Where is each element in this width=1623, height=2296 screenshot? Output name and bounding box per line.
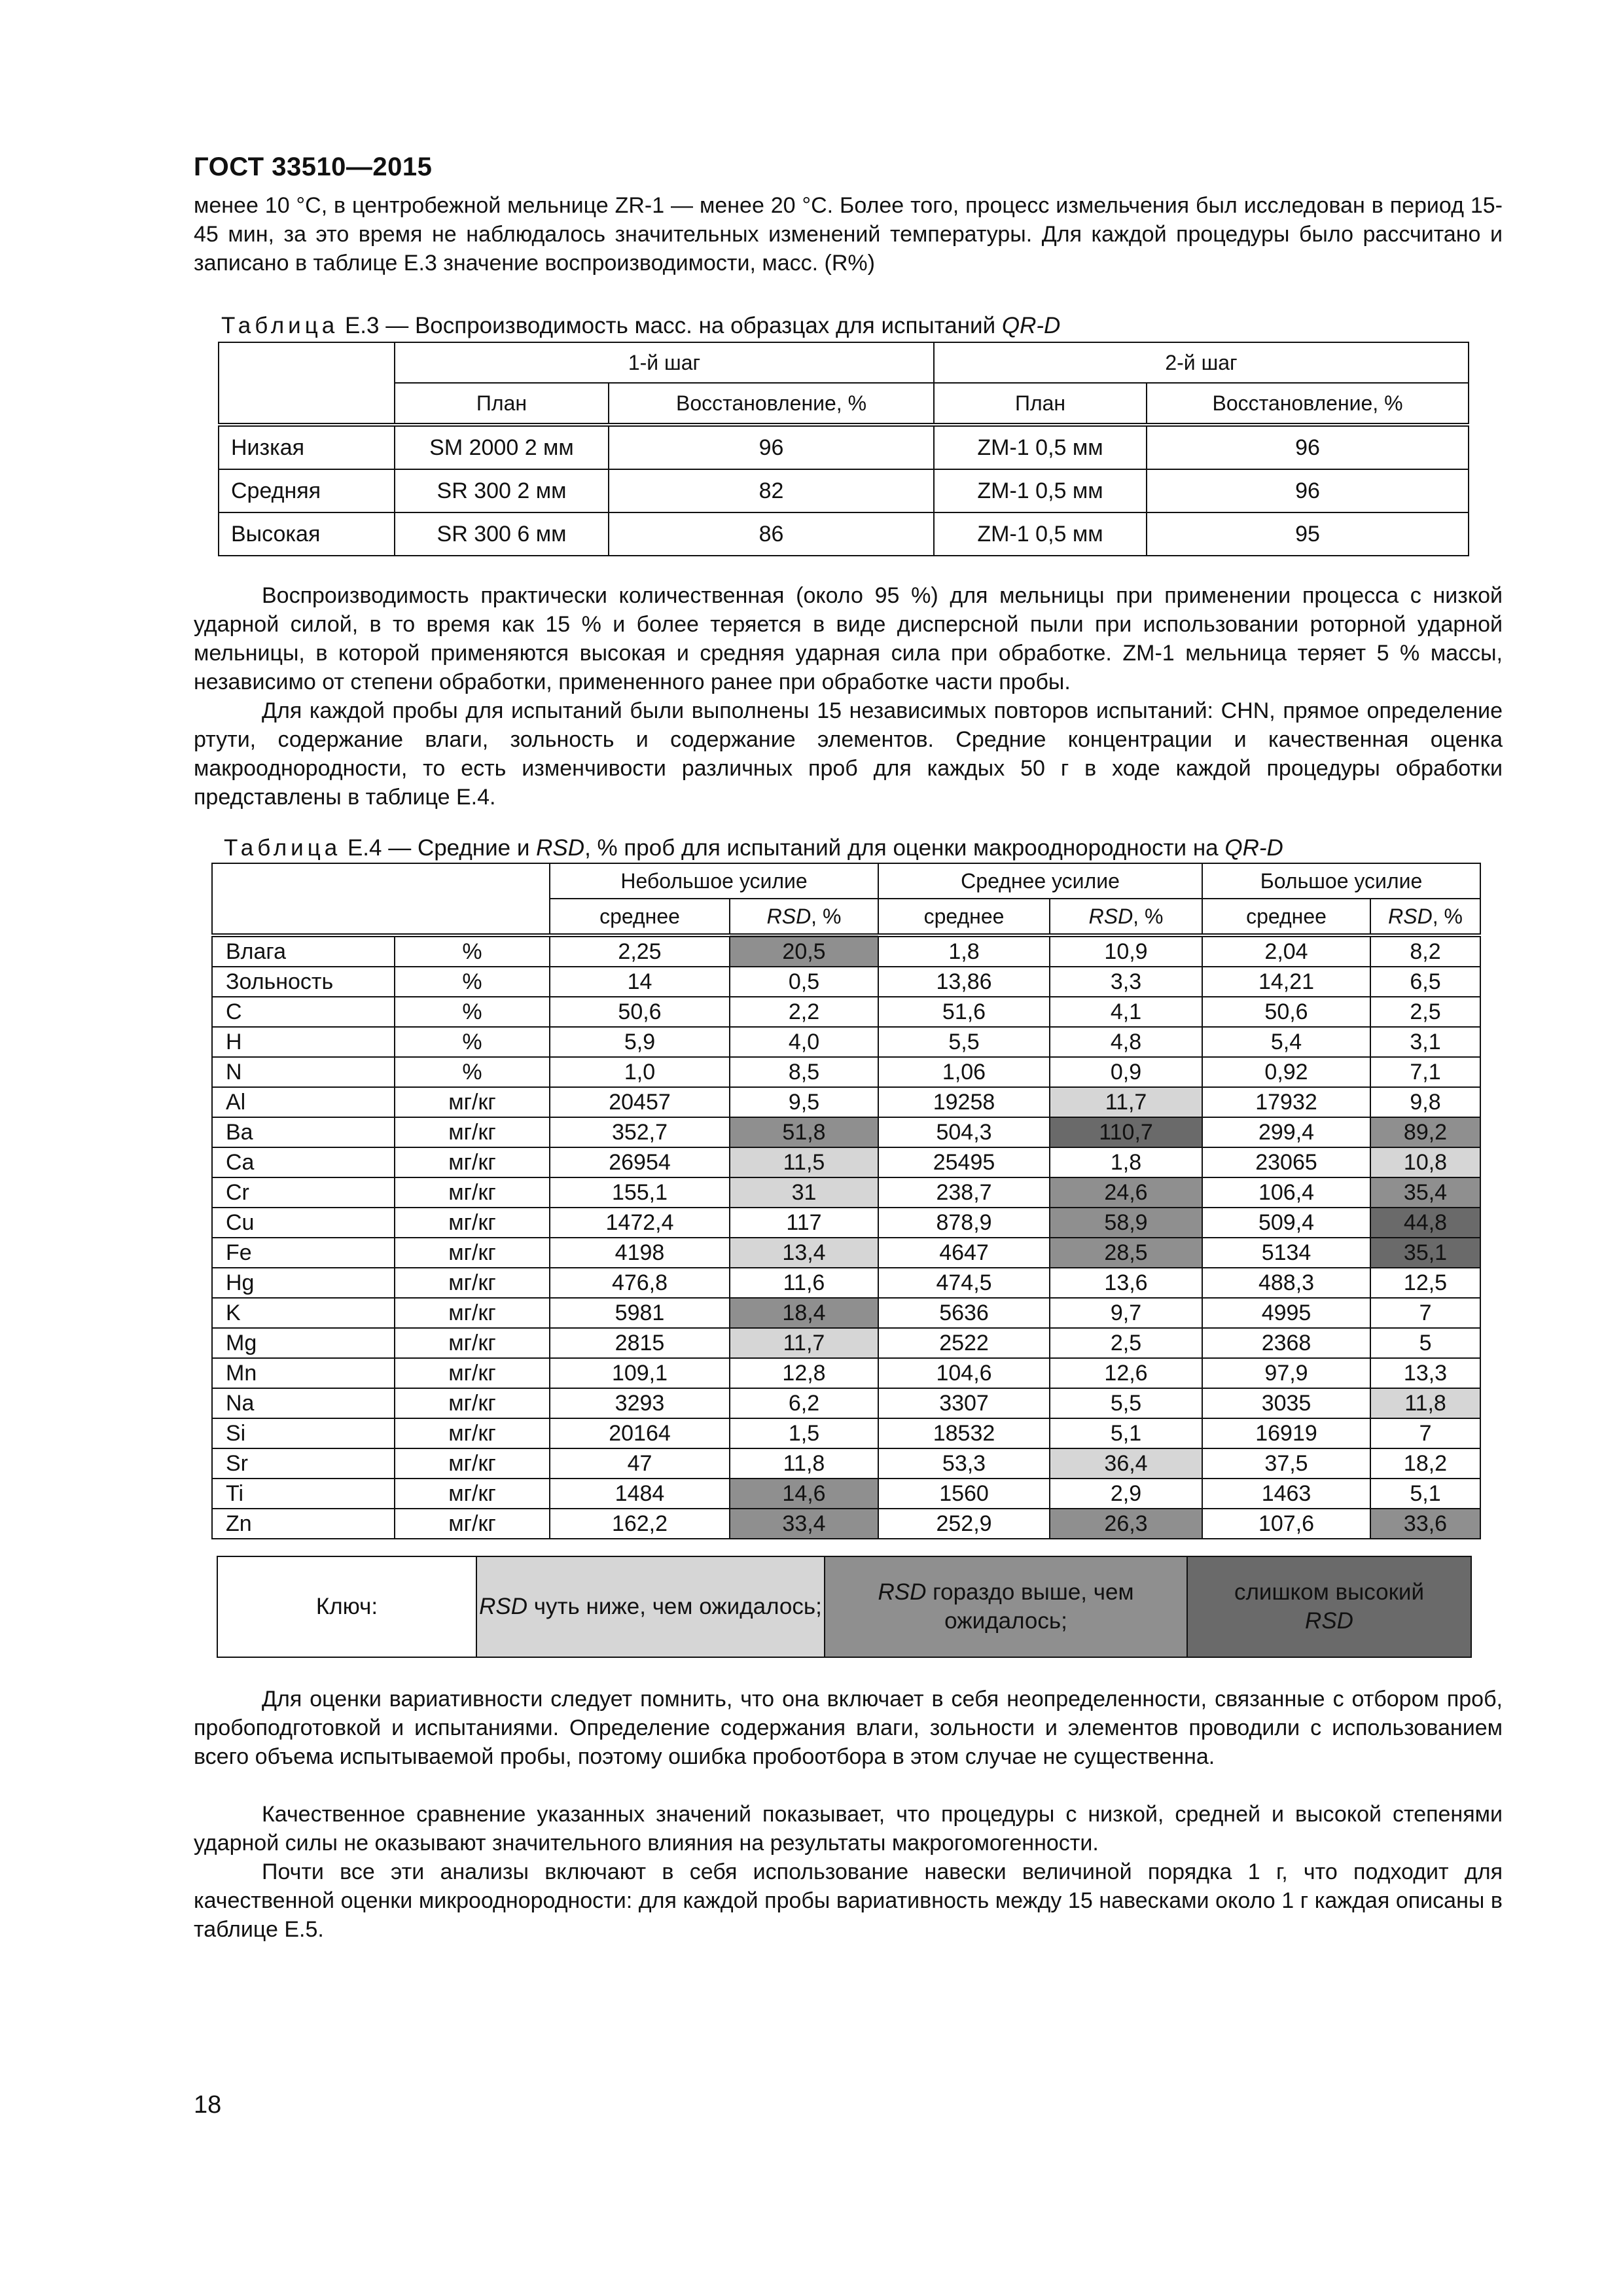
table3-cell-rec2: 95 (1147, 512, 1469, 556)
table4-cell-unit: % (395, 935, 550, 967)
table3-cell-rec1: 86 (609, 512, 934, 556)
table4-cell-name: H (212, 1027, 395, 1057)
table4-cell-rsd: 24,6 (1050, 1177, 1202, 1208)
table4-cell-mean: 13,86 (878, 967, 1050, 997)
table4-row (212, 1208, 1480, 1238)
table3-cell-plan1: SM 2000 2 мм (395, 425, 609, 469)
table3-plan1-header: План (395, 383, 609, 425)
table-e4 (211, 863, 1481, 1539)
table4-cell-name: C (212, 997, 395, 1027)
table3-cell-plan2: ZM-1 0,5 мм (934, 512, 1147, 556)
table4-cell-mean: 5,4 (1202, 1027, 1370, 1057)
table4-sub-rsd (730, 899, 878, 935)
key2-text: гораздо выше, чем ожидалось; (926, 1579, 1134, 1634)
table4-sub-rsd (1370, 899, 1480, 935)
table4-cell-rsd: 5 (1370, 1328, 1480, 1358)
table4-sub-mean: среднее (878, 899, 1050, 935)
key1-text: чуть ниже, чем ожидалось; (527, 1594, 822, 1619)
table4-cell-rsd: 28,5 (1050, 1238, 1202, 1268)
table4-cell-mean: 878,9 (878, 1208, 1050, 1238)
table4-cell-name: Zn (212, 1509, 395, 1539)
table4-cell-unit: % (395, 1027, 550, 1057)
table4-cell-rsd: 13,4 (730, 1238, 878, 1268)
table4-cell-rsd: 0,9 (1050, 1057, 1202, 1087)
table4-cell-name: Cu (212, 1208, 395, 1238)
table4-cell-mean: 252,9 (878, 1509, 1050, 1539)
table4-cell-rsd: 7 (1370, 1418, 1480, 1448)
table4-cell-name: Mg (212, 1328, 395, 1358)
table3-cell-rec1: 82 (609, 469, 934, 512)
table4-cell-rsd: 4,0 (730, 1027, 878, 1057)
table4-cell-unit: мг/кг (395, 1358, 550, 1388)
table4-cell-mean: 104,6 (878, 1358, 1050, 1388)
table4-cell-rsd: 26,3 (1050, 1509, 1202, 1539)
table4-cell-mean: 2815 (550, 1328, 730, 1358)
table4-row (212, 1418, 1480, 1448)
table3-cell-plan2: ZM-1 0,5 мм (934, 469, 1147, 512)
table4-cell-rsd: 12,5 (1370, 1268, 1480, 1298)
table4-row (212, 997, 1480, 1027)
table4-cell-rsd: 18,2 (1370, 1448, 1480, 1479)
table4-cell-rsd: 33,6 (1370, 1509, 1480, 1539)
table4-cell-unit: % (395, 997, 550, 1027)
key3-rsd: RSD (1305, 1608, 1353, 1634)
table4-cell-mean: 299,4 (1202, 1117, 1370, 1147)
key-too-high (1187, 1556, 1471, 1657)
table3-step2-header: 2-й шаг (934, 342, 1469, 383)
table4-cell-rsd: 4,8 (1050, 1027, 1202, 1057)
table4-cell-rsd: 11,7 (1050, 1087, 1202, 1117)
table3-cell-label: Низкая (219, 425, 395, 469)
table4-row (212, 1448, 1480, 1479)
table4-cell-mean: 1,06 (878, 1057, 1050, 1087)
table4-cell-rsd: 12,8 (730, 1358, 878, 1388)
table4-cell-rsd: 7,1 (1370, 1057, 1480, 1087)
table4-cell-mean: 51,6 (878, 997, 1050, 1027)
table3-cell-label: Высокая (219, 512, 395, 556)
table4-cell-name: Cr (212, 1177, 395, 1208)
table4-cell-mean: 4647 (878, 1238, 1050, 1268)
paragraph-variability: Для оценки вариативности следует помнить, что она включает в себя неопределенности, связанные с отбором проб, пробоподготовкой и испытаниями. Определение содержания влаги, зольности и элементов проводили с использованием всего объема испытываемой пробы, поэтому ошибка пробоотбора в этом случае не существенна. (194, 1687, 1503, 1769)
table4-cell-rsd: 11,5 (730, 1147, 878, 1177)
table4-cell-mean: 2,04 (1202, 935, 1370, 967)
table4-cell-rsd: 51,8 (730, 1117, 878, 1147)
table4-row (212, 1268, 1480, 1298)
table4-cell-rsd: 35,1 (1370, 1238, 1480, 1268)
table4-cell-mean: 109,1 (550, 1358, 730, 1388)
table4-cell-rsd: 8,2 (1370, 935, 1480, 967)
table4-cell-rsd: 6,2 (730, 1388, 878, 1418)
table4-cell-mean: 37,5 (1202, 1448, 1370, 1479)
table4-cell-rsd: 18,4 (730, 1298, 878, 1328)
table3-cell-plan1: SR 300 6 мм (395, 512, 609, 556)
table4-row (212, 1509, 1480, 1539)
table4-cell-mean: 1484 (550, 1479, 730, 1509)
table4-cell-name: Sr (212, 1448, 395, 1479)
table4-cell-mean: 25495 (878, 1147, 1050, 1177)
table4-row (212, 1057, 1480, 1087)
table4-cell-mean: 17932 (1202, 1087, 1370, 1117)
table4-cell-mean: 3293 (550, 1388, 730, 1418)
table4-sub-rsd-unit: , % (1432, 905, 1463, 928)
table4-cell-mean: 1560 (878, 1479, 1050, 1509)
table4-row (212, 967, 1480, 997)
table4-caption-text1: Е.4 — Средние и (341, 835, 537, 861)
table4-cell-unit: мг/кг (395, 1418, 550, 1448)
table4-cell-rsd: 9,7 (1050, 1298, 1202, 1328)
intro-paragraph: менее 10 °С, в центробежной мельнице ZR-1 — менее 20 °С. Более того, процесс измельчения был исследован в период 15-45 мин, за это время не наблюдалось значительных изменений температуры. Для каждой процедуры было рассчитано и записано в таблице Е.3 значение воспроизводимости, масс. (R%) (194, 193, 1503, 276)
table4-cell-mean: 23065 (1202, 1147, 1370, 1177)
table4-cell-mean: 14,21 (1202, 967, 1370, 997)
table4-cell-rsd: 13,6 (1050, 1268, 1202, 1298)
table4-cell-mean: 476,8 (550, 1268, 730, 1298)
table4-caption-italic1: RSD (536, 835, 585, 861)
table4-cell-name: Mn (212, 1358, 395, 1388)
table3-recovery2-header: Восстановление, % (1147, 383, 1469, 425)
table4-cell-mean: 3307 (878, 1388, 1050, 1418)
table4-cell-rsd: 2,5 (1050, 1328, 1202, 1358)
table3-plan2-header: План (934, 383, 1147, 425)
table4-cell-unit: мг/кг (395, 1208, 550, 1238)
table4-cell-rsd: 7 (1370, 1298, 1480, 1328)
table4-cell-rsd: 110,7 (1050, 1117, 1202, 1147)
key-legend (217, 1556, 1472, 1658)
table4-cell-mean: 155,1 (550, 1177, 730, 1208)
table4-cell-mean: 1463 (1202, 1479, 1370, 1509)
table4-sub-mean: среднее (1202, 899, 1370, 935)
table4-cell-rsd: 2,9 (1050, 1479, 1202, 1509)
table4-cell-unit: мг/кг (395, 1087, 550, 1117)
table4-cell-mean: 1,0 (550, 1057, 730, 1087)
table4-caption-text2: , % проб для испытаний для оценки макрооднородности на (584, 835, 1225, 861)
table4-cell-unit: мг/кг (395, 1448, 550, 1479)
table4-cell-rsd: 35,4 (1370, 1177, 1480, 1208)
key-much-higher-than-expected (825, 1556, 1187, 1657)
table4-row (212, 1479, 1480, 1509)
table3-row (219, 425, 1469, 469)
table4-cell-mean: 2368 (1202, 1328, 1370, 1358)
table4-cell-rsd: 33,4 (730, 1509, 878, 1539)
table4-cell-rsd: 5,1 (1050, 1418, 1202, 1448)
table4-cell-unit: мг/кг (395, 1298, 550, 1328)
table4-caption-label: Таблица (224, 835, 342, 861)
table4-cell-rsd: 3,3 (1050, 967, 1202, 997)
table4-cell-rsd: 89,2 (1370, 1117, 1480, 1147)
table4-cell-rsd: 31 (730, 1177, 878, 1208)
table4-cell-unit: мг/кг (395, 1328, 550, 1358)
table4-row (212, 935, 1480, 967)
table4-row (212, 1358, 1480, 1388)
table4-cell-rsd: 9,5 (730, 1087, 878, 1117)
table4-cell-mean: 53,3 (878, 1448, 1050, 1479)
table4-cell-mean: 474,5 (878, 1268, 1050, 1298)
table4-cell-mean: 50,6 (550, 997, 730, 1027)
table4-cell-mean: 3035 (1202, 1388, 1370, 1418)
table4-cell-mean: 5,5 (878, 1027, 1050, 1057)
table4-cell-mean: 106,4 (1202, 1177, 1370, 1208)
table4-cell-unit: % (395, 967, 550, 997)
table4-cell-rsd: 5,5 (1050, 1388, 1202, 1418)
table4-cell-mean: 5,9 (550, 1027, 730, 1057)
table4-cell-rsd: 10,8 (1370, 1147, 1480, 1177)
table4-cell-name: Hg (212, 1268, 395, 1298)
table4-empty-corner (212, 863, 550, 935)
table4-row (212, 1238, 1480, 1268)
table3-row (219, 469, 1469, 512)
table3-cell-rec2: 96 (1147, 469, 1469, 512)
table4-cell-name: Fe (212, 1238, 395, 1268)
table4-cell-mean: 14 (550, 967, 730, 997)
standard-code: ГОСТ 33510—2015 (194, 152, 433, 181)
table4-caption (224, 835, 1283, 861)
table4-sub-rsd (1050, 899, 1202, 935)
table4-row (212, 1117, 1480, 1147)
table4-cell-mean: 20164 (550, 1418, 730, 1448)
table4-row (212, 1147, 1480, 1177)
table4-sub-rsd-unit: , % (1133, 905, 1164, 928)
table4-cell-unit: мг/кг (395, 1238, 550, 1268)
table4-cell-rsd: 36,4 (1050, 1448, 1202, 1479)
table4-cell-mean: 1472,4 (550, 1208, 730, 1238)
paragraph-microhomogeneity: Почти все эти анализы включают в себя использование навески величиной порядка 1 г, что подходит для качественной оценки микрооднородности: для каждой пробы вариативность между 15 навесками около 1 г каждая описаны в таблице Е.5. (194, 1859, 1503, 1942)
table3-cell-rec1: 96 (609, 425, 934, 469)
table4-cell-rsd: 14,6 (730, 1479, 878, 1509)
table4-cell-unit: % (395, 1057, 550, 1087)
table4-cell-mean: 5981 (550, 1298, 730, 1328)
table4-cell-unit: мг/кг (395, 1147, 550, 1177)
table4-cell-mean: 16919 (1202, 1418, 1370, 1448)
table4-cell-rsd: 3,1 (1370, 1027, 1480, 1057)
table4-cell-rsd: 11,7 (730, 1328, 878, 1358)
table4-cell-rsd: 0,5 (730, 967, 878, 997)
table4-cell-name: Si (212, 1418, 395, 1448)
table4-cell-mean: 162,2 (550, 1509, 730, 1539)
table4-row (212, 1177, 1480, 1208)
table4-cell-unit: мг/кг (395, 1509, 550, 1539)
table3-cell-plan2: ZM-1 0,5 мм (934, 425, 1147, 469)
table4-cell-name: Ba (212, 1117, 395, 1147)
table4-row (212, 1027, 1480, 1057)
table4-cell-rsd: 1,8 (1050, 1147, 1202, 1177)
table4-cell-name: Al (212, 1087, 395, 1117)
table4-cell-rsd: 58,9 (1050, 1208, 1202, 1238)
table4-caption-italic2: QR-D (1224, 835, 1283, 861)
table4-cell-unit: мг/кг (395, 1177, 550, 1208)
table4-cell-rsd: 6,5 (1370, 967, 1480, 997)
table3-cell-rec2: 96 (1147, 425, 1469, 469)
table4-row (212, 1388, 1480, 1418)
table4-cell-name: Влага (212, 935, 395, 967)
table3-recovery1-header: Восстановление, % (609, 383, 934, 425)
table4-cell-mean: 19258 (878, 1087, 1050, 1117)
table3-empty-corner (219, 342, 395, 425)
table4-cell-mean: 20457 (550, 1087, 730, 1117)
table4-cell-rsd: 11,8 (1370, 1388, 1480, 1418)
table4-cell-rsd: 2,2 (730, 997, 878, 1027)
table4-cell-rsd: 117 (730, 1208, 878, 1238)
table4-group-high: Большое усилие (1202, 863, 1480, 899)
table4-cell-rsd: 9,8 (1370, 1087, 1480, 1117)
table4-sub-mean: среднее (550, 899, 730, 935)
table4-cell-rsd: 10,9 (1050, 935, 1202, 967)
key-label: Ключ: (217, 1556, 476, 1657)
table3-caption-text: Е.3 — Воспроизводимость масс. на образцах для испытаний (338, 313, 1002, 338)
table4-cell-unit: мг/кг (395, 1117, 550, 1147)
table4-group-medium: Среднее усилие (878, 863, 1202, 899)
table4-sub-rsd-italic: RSD (1388, 905, 1433, 928)
table4-cell-name: N (212, 1057, 395, 1087)
paragraph-repeats: Для каждой пробы для испытаний были выполнены 15 независимых повторов испытаний: CHN, прямое определение ртути, содержание влаги, зольность и содержание элементов. Средние концентрации и качественная оценка макрооднородности, то есть изменчивости различных проб для каждых 50 г в ходе каждой процедуры обработки представлены в таблице Е.4. (194, 698, 1503, 810)
table4-cell-mean: 238,7 (878, 1177, 1050, 1208)
table3-caption-italic: QR-D (1001, 313, 1061, 338)
key3-text: слишком высокий (1234, 1579, 1425, 1605)
table4-cell-mean: 18532 (878, 1418, 1050, 1448)
table3-step1-header: 1-й шаг (395, 342, 934, 383)
table3-caption (221, 313, 1060, 339)
table4-cell-mean: 47 (550, 1448, 730, 1479)
table4-sub-rsd-unit: , % (811, 905, 842, 928)
table4-cell-unit: мг/кг (395, 1388, 550, 1418)
table4-cell-rsd: 5,1 (1370, 1479, 1480, 1509)
key1-rsd: RSD (479, 1594, 528, 1619)
key2-rsd: RSD (878, 1579, 927, 1605)
table4-cell-name: K (212, 1298, 395, 1328)
table4-cell-mean: 509,4 (1202, 1208, 1370, 1238)
table4-cell-mean: 97,9 (1202, 1358, 1370, 1388)
table3-cell-label: Средняя (219, 469, 395, 512)
table3-row (219, 512, 1469, 556)
table3-cell-plan1: SR 300 2 мм (395, 469, 609, 512)
table4-cell-rsd: 11,6 (730, 1268, 878, 1298)
table4-cell-mean: 0,92 (1202, 1057, 1370, 1087)
paragraph-reproducibility: Воспроизводимость практически количественная (около 95 %) для мельницы при применении процесса с низкой ударной силой, в то время как 15 % и более теряется в виде дисперсной пыли при использовании роторной ударной мельницы, в которой применяются высокая и средняя ударная сила при обработке. ZM-1 мельница теряет 5 % массы, независимо от степени обработки, примененного ранее при обработке части пробы. (194, 583, 1503, 694)
table4-cell-mean: 488,3 (1202, 1268, 1370, 1298)
table4-cell-mean: 107,6 (1202, 1509, 1370, 1539)
table4-row (212, 1328, 1480, 1358)
table4-cell-rsd: 2,5 (1370, 997, 1480, 1027)
table4-cell-mean: 4995 (1202, 1298, 1370, 1328)
table4-cell-mean: 50,6 (1202, 997, 1370, 1027)
table4-cell-mean: 2,25 (550, 935, 730, 967)
table4-cell-name: Зольность (212, 967, 395, 997)
table4-cell-rsd: 13,3 (1370, 1358, 1480, 1388)
table4-cell-mean: 4198 (550, 1238, 730, 1268)
table4-cell-rsd: 12,6 (1050, 1358, 1202, 1388)
table4-cell-mean: 1,8 (878, 935, 1050, 967)
table4-cell-mean: 5134 (1202, 1238, 1370, 1268)
table3-caption-label: Таблица (221, 313, 339, 338)
key-lower-than-expected (476, 1556, 825, 1657)
table4-cell-mean: 5636 (878, 1298, 1050, 1328)
table4-cell-rsd: 20,5 (730, 935, 878, 967)
table4-sub-rsd-italic: RSD (1088, 905, 1133, 928)
table4-sub-rsd-italic: RSD (766, 905, 812, 928)
paragraph-comparison: Качественное сравнение указанных значений показывает, что процедуры с низкой, средней и высокой степенями ударной силы не оказывают значительного влияния на результаты макрогомогенности. (194, 1802, 1503, 1856)
table4-cell-rsd: 8,5 (730, 1057, 878, 1087)
table4-cell-name: Ti (212, 1479, 395, 1509)
table4-cell-mean: 352,7 (550, 1117, 730, 1147)
table4-cell-name: Ca (212, 1147, 395, 1177)
table4-row (212, 1087, 1480, 1117)
table4-cell-unit: мг/кг (395, 1479, 550, 1509)
table4-cell-rsd: 11,8 (730, 1448, 878, 1479)
table4-cell-name: Na (212, 1388, 395, 1418)
table4-cell-unit: мг/кг (395, 1268, 550, 1298)
table4-cell-rsd: 44,8 (1370, 1208, 1480, 1238)
page-number: 18 (194, 2091, 222, 2119)
table4-cell-mean: 26954 (550, 1147, 730, 1177)
table4-cell-rsd: 1,5 (730, 1418, 878, 1448)
table-e3 (218, 342, 1469, 556)
table4-cell-mean: 504,3 (878, 1117, 1050, 1147)
table4-row (212, 1298, 1480, 1328)
table4-cell-rsd: 4,1 (1050, 997, 1202, 1027)
table4-cell-mean: 2522 (878, 1328, 1050, 1358)
table4-group-low: Небольшое усилие (550, 863, 878, 899)
